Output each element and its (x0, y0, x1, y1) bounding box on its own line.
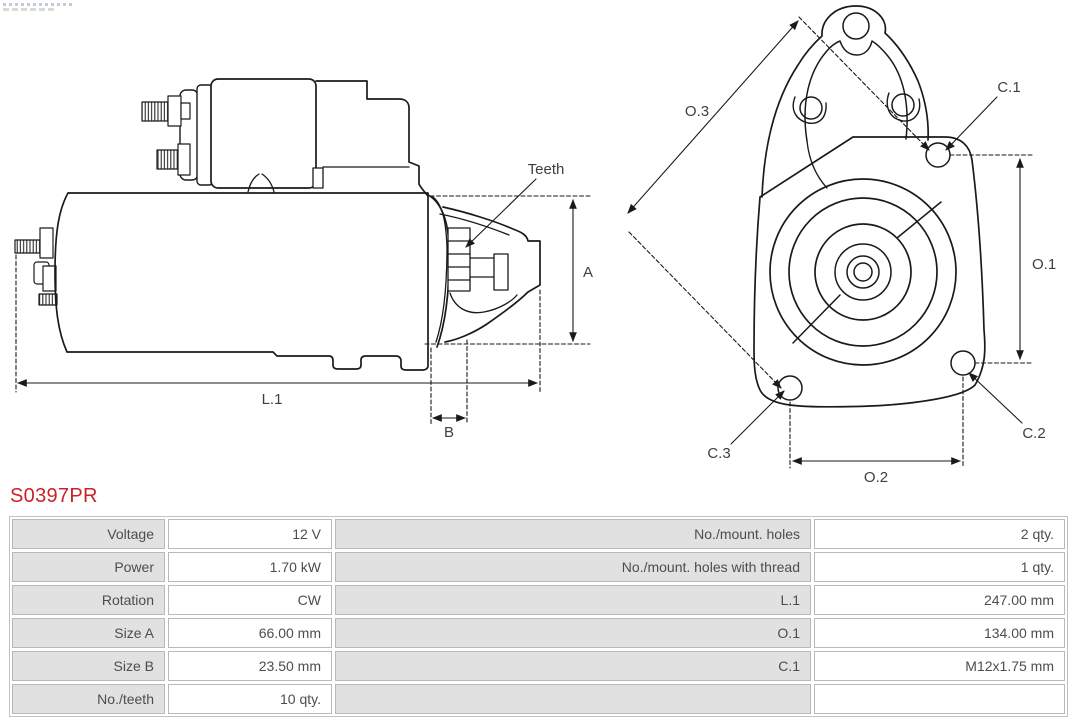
spec-value-left-5: 10 qty. (168, 684, 332, 714)
hole-c2 (951, 351, 975, 375)
teeth-label: Teeth (527, 161, 565, 178)
drive-end-housing (428, 195, 540, 347)
spec-value-left-2: CW (168, 585, 332, 615)
spec-label-left-1: Power (12, 552, 165, 582)
front-view-dimensions (628, 17, 1032, 468)
c1-leader-line (946, 97, 997, 150)
motor-body (55, 193, 428, 370)
spec-value-right-5 (814, 684, 1065, 714)
dim-c2-label: C.2 (1022, 425, 1046, 442)
top-bracket (762, 6, 928, 197)
rear-terminal-studs (15, 228, 57, 305)
dim-l1-label: L.1 (261, 391, 283, 408)
spec-value-right-0: 2 qty. (814, 519, 1065, 549)
bracket-hole-top (843, 13, 869, 39)
flange-holes (778, 143, 975, 400)
hole-c3 (778, 376, 802, 400)
side-view-drawing (15, 79, 593, 441)
flange-circles (770, 179, 956, 365)
spec-value-right-1: 1 qty. (814, 552, 1065, 582)
dim-o1-label: O.1 (1032, 256, 1057, 273)
spec-label-left-2: Rotation (12, 585, 165, 615)
spec-value-left-0: 12 V (168, 519, 332, 549)
spec-label-left-3: Size A (12, 618, 165, 648)
dim-a-label: A (582, 264, 594, 281)
part-number: S0397PR (10, 485, 98, 507)
spec-label-left-5: No./teeth (12, 684, 165, 714)
spec-label-right-4: C.1 (335, 651, 811, 681)
spec-label-right-0: No./mount. holes (335, 519, 811, 549)
side-view-dimensions (16, 179, 590, 424)
spec-label-right-5 (335, 684, 811, 714)
dim-c3-label: C.3 (707, 445, 731, 462)
spec-value-right-2: 247.00 mm (814, 585, 1065, 615)
c2-leader-line (969, 373, 1022, 423)
hole-c1 (926, 143, 950, 167)
bracket-hole-left (800, 97, 822, 119)
spec-value-left-4: 23.50 mm (168, 651, 332, 681)
bracket-hole-right (892, 94, 914, 116)
spec-table (9, 516, 1068, 717)
spec-value-left-3: 66.00 mm (168, 618, 332, 648)
spec-label-left-4: Size B (12, 651, 165, 681)
spec-value-left-1: 1.70 kW (168, 552, 332, 582)
spec-label-right-1: No./mount. holes with thread (335, 552, 811, 582)
spec-label-right-3: O.1 (335, 618, 811, 648)
spec-value-right-4: M12x1.75 mm (814, 651, 1065, 681)
dim-o3-label: O.3 (684, 103, 710, 120)
dim-o2-label: O.2 (863, 469, 889, 485)
pinion-gear (448, 228, 517, 313)
spec-label-right-2: L.1 (335, 585, 811, 615)
c3-leader-line (731, 391, 784, 444)
front-view-drawing (628, 6, 1056, 485)
dim-b-label: B (443, 424, 455, 441)
dim-o3-line (628, 21, 798, 213)
spec-value-right-3: 134.00 mm (814, 618, 1065, 648)
solenoid (142, 79, 427, 195)
dim-c1-label: C.1 (997, 79, 1021, 96)
spec-label-left-0: Voltage (12, 519, 165, 549)
